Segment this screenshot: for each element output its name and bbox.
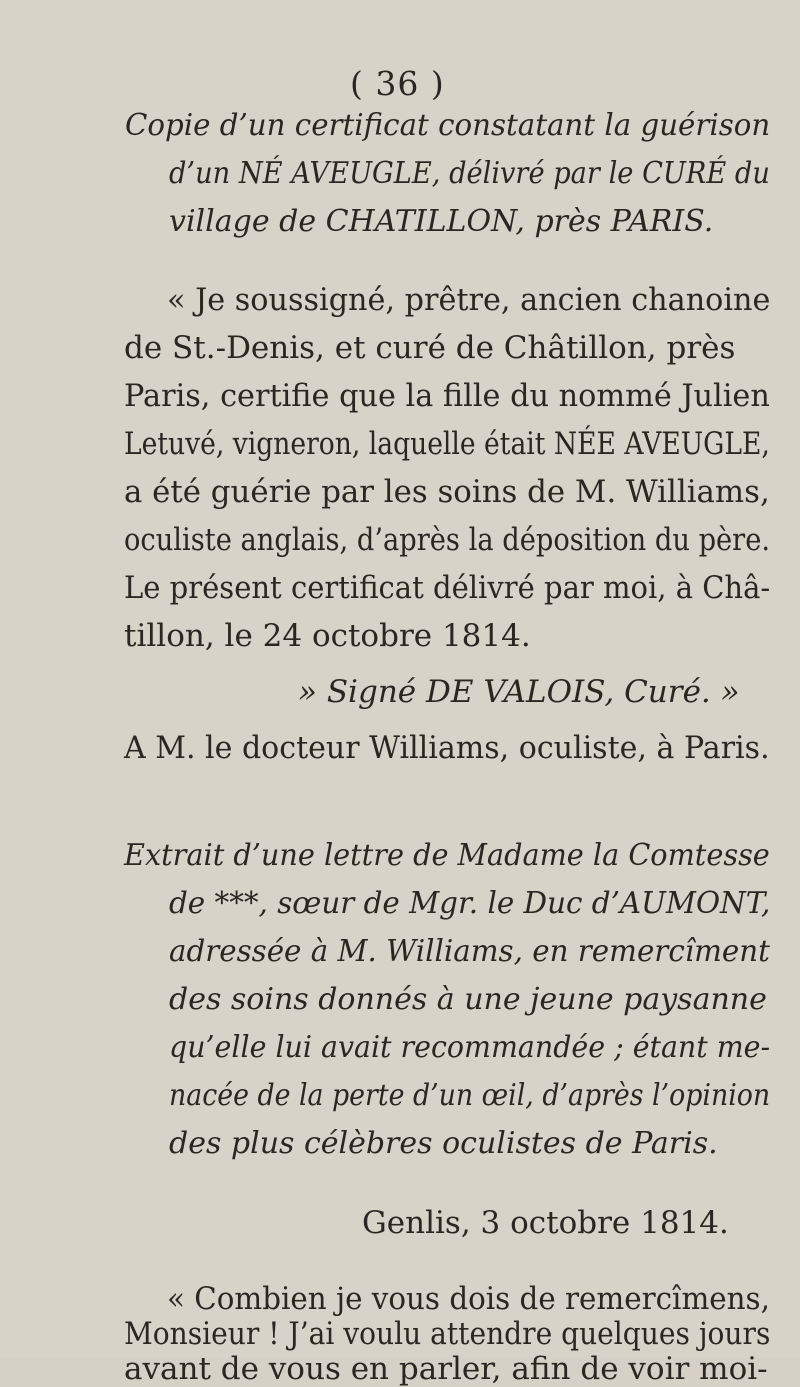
letter-line-2: Monsieur ! J’ai voulu attendre quelques jours <box>124 1316 771 1352</box>
extract-heading-line-2: de ***, sœur de Mgr. le Duc d’AUMONT, <box>169 886 771 921</box>
certificate-line-1: « Je soussigné, prêtre, ancien chanoine <box>167 282 771 318</box>
certificate-line-2: de St.-Denis, et curé de Châtillon, près <box>124 330 736 366</box>
extract-heading-line-5: qu’elle lui avait recommandée ; étant me- <box>169 1030 771 1065</box>
letter-line-3: avant de vous en parler, afin de voir moi- <box>124 1351 768 1387</box>
letter-line-1: « Combien je vous dois de remercîmens, <box>167 1281 770 1317</box>
extract-heading-line-6: nacée de la perte d’un œil, d’après l’opinion <box>169 1078 771 1113</box>
heading-line-1: Copie d’un certificat constatant la guérison <box>125 108 771 143</box>
extract-heading-line-4: des soins donnés à une jeune paysanne <box>169 982 767 1017</box>
certificate-line-6: oculiste anglais, d’après la déposition du père. <box>124 522 771 558</box>
signature-line: » Signé DE VALOIS, Curé. » <box>298 674 740 710</box>
page-number: ( 36 ) <box>350 64 445 103</box>
certificate-line-7: Le présent certificat délivré par moi, à Châ- <box>124 570 771 606</box>
heading-line-3: village de CHATILLON, près PARIS. <box>169 204 714 239</box>
certificate-line-4: Letuvé, vigneron, laquelle était NÉE AVEUGLE, <box>124 426 770 462</box>
extract-heading-line-7: des plus célèbres oculistes de Paris. <box>169 1126 718 1161</box>
extract-heading-line-1: Extrait d’une lettre de Madame la Comtesse <box>124 838 770 873</box>
certificate-line-3: Paris, certifie que la fille du nommé Julien <box>124 378 770 414</box>
certificate-line-5: a été guérie par les soins de M. Williams, <box>124 474 770 510</box>
extract-heading-line-3: adressée à M. Williams, en remercîment <box>169 934 770 969</box>
heading-line-2: d’un NÉ AVEUGLE, délivré par le CURÉ du <box>169 156 770 191</box>
addressee-line: A M. le docteur Williams, oculiste, à Paris. <box>124 730 770 766</box>
dateline: Genlis, 3 octobre 1814. <box>362 1205 729 1241</box>
certificate-line-8: tillon, le 24 octobre 1814. <box>124 618 531 654</box>
